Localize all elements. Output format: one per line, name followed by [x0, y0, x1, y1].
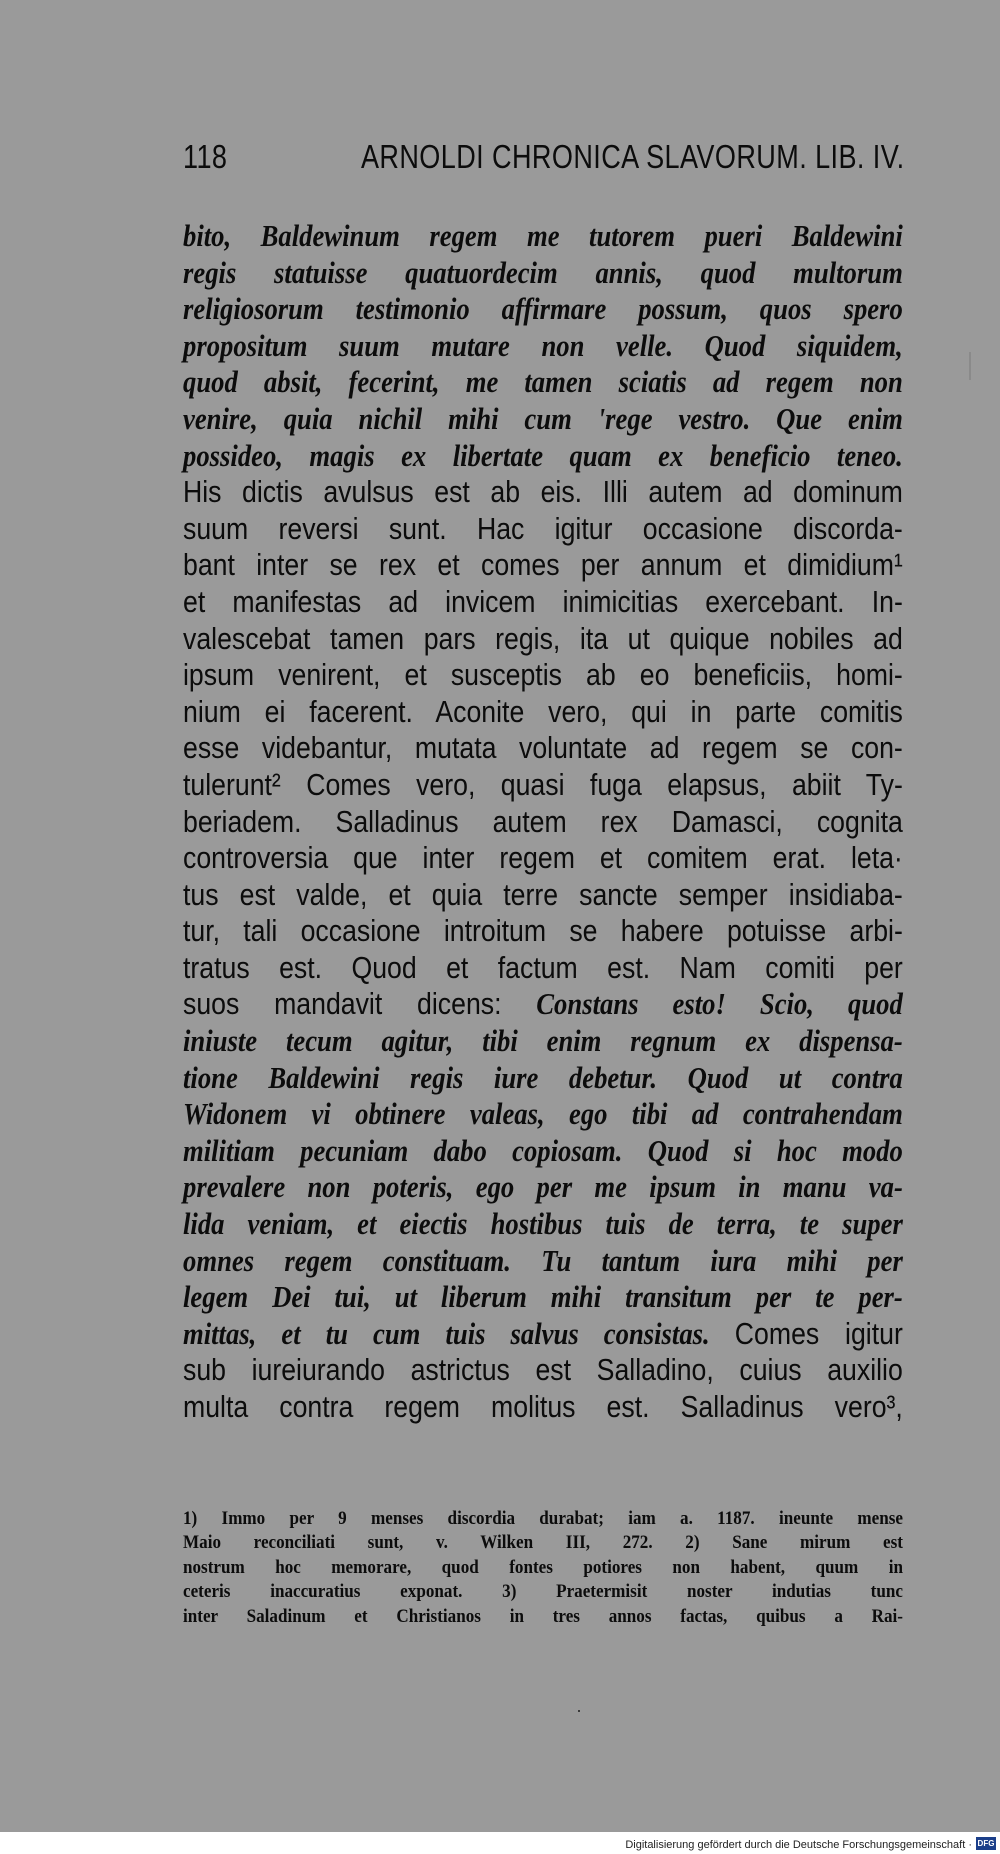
text-line-content: legem Dei tui, ut liberum mihi transitum per te per- — [183, 1279, 903, 1315]
text-line — [183, 1133, 903, 1170]
text-line — [183, 694, 903, 731]
text-line-content: nium ei facerent. Aconite vero, qui in parte comitis — [183, 693, 903, 729]
footnote-line — [183, 1556, 903, 1580]
text-line — [183, 1243, 903, 1280]
text-line — [183, 1169, 903, 1206]
footer-band — [0, 1832, 1000, 1854]
italic-span: Constans esto! Scio, quod — [536, 986, 903, 1022]
footnote-line — [183, 1605, 903, 1629]
text-line — [183, 840, 903, 877]
italic-span: mittas, et tu cum tuis salvus consistas. — [183, 1315, 735, 1351]
text-line — [183, 986, 903, 1023]
text-line — [183, 291, 903, 328]
text-line-content: militiam pecuniam dabo copiosam. Quod si hoc modo — [183, 1132, 903, 1168]
scan-speck — [969, 352, 971, 380]
text-line — [183, 218, 903, 255]
text-line-content: bant inter se rex et comes per annum et dimidium¹ — [183, 547, 903, 583]
text-line — [183, 804, 903, 841]
text-line-content: quod absit, fecerint, me tamen sciatis ad regem non — [183, 364, 903, 400]
text-line-content: prevalere non poteris, ego per me ipsum in manu va- — [183, 1169, 903, 1205]
text-line-content: tur, tali occasione introitum se habere potuisse arbi- — [183, 913, 903, 949]
text-line-content: venire, quia nichil mihi cum 'rege vestro. Que enim — [183, 400, 903, 436]
text-line — [183, 950, 903, 987]
text-line — [183, 328, 903, 365]
text-line — [183, 1206, 903, 1243]
text-line-content: multa contra regem molitus est. Salladinus vero³, — [183, 1389, 903, 1424]
footnote-text: 1) Immo per 9 menses discordia durabat; iam a. 1187. ineunte mense — [183, 1508, 903, 1529]
roman-span: suos mandavit dicens: — [183, 986, 537, 1022]
text-line-content: lida veniam, et eiectis hostibus tuis de terra, te super — [183, 1206, 903, 1242]
text-line — [183, 511, 903, 548]
footnote-text: inter Saladinum et Christianos in tres annos factas, quibus a Rai- — [183, 1605, 903, 1627]
roman-span: Comes igitur — [734, 1315, 903, 1351]
text-line — [183, 621, 903, 658]
text-line-content: tulerunt² Comes vero, quasi fuga elapsus, abiit Ty- — [183, 766, 903, 802]
main-text-block — [183, 218, 903, 1426]
text-line — [183, 1096, 903, 1133]
text-line — [183, 730, 903, 767]
text-line-content: bito, Baldewinum regem me tutorem pueri Baldewini — [183, 218, 903, 253]
text-line-content: et manifestas ad invicem inimicitias exercebant. In- — [183, 583, 903, 619]
text-line-content: omnes regem constituam. Tu tantum iura mihi per — [183, 1242, 903, 1278]
footnotes-block — [183, 1507, 903, 1629]
scan-dot — [578, 1710, 580, 1712]
text-line-content: ipsum venirent, et susceptis ab eo beneficiis, homi- — [183, 657, 903, 693]
text-line — [183, 584, 903, 621]
text-line-content: tratus est. Quod et factum est. Nam comiti per — [183, 949, 903, 985]
text-line-content: suum reversi sunt. Hac igitur occasione discorda- — [183, 510, 903, 546]
text-line — [183, 474, 903, 511]
text-line — [183, 657, 903, 694]
text-line-content: propositum suum mutare non velle. Quod siquidem, — [183, 327, 903, 363]
text-line — [183, 1023, 903, 1060]
text-line — [183, 877, 903, 914]
text-line-content: sub iureiurando astrictus est Salladino, cuius auxilio — [183, 1352, 903, 1388]
text-line-content: esse videbantur, mutata voluntate ad regem se con- — [183, 730, 903, 766]
text-line-content: valescebat tamen pars regis, ita ut quique nobiles ad — [183, 620, 903, 656]
text-line — [183, 255, 903, 292]
text-line — [183, 1316, 903, 1353]
text-line — [183, 913, 903, 950]
text-line — [183, 401, 903, 438]
text-line — [183, 767, 903, 804]
text-line — [183, 1279, 903, 1316]
text-line-content: Widonem vi obtinere valeas, ego tibi ad contrahendam — [183, 1096, 903, 1132]
text-line — [183, 1389, 903, 1426]
running-title: ARNOLDI CHRONICA SLAVORUM. LIB. IV. — [360, 138, 905, 175]
text-line-content: controversia que inter regem et comitem erat. leta· — [183, 840, 903, 876]
text-line-content: His dictis avulsus est ab eis. Illi autem ad dominum — [183, 474, 903, 510]
text-line-content — [183, 1316, 903, 1353]
digitization-credit: Digitalisierung gefördert durch die Deutsche Forschungsgemeinschaft · — [625, 1839, 972, 1851]
text-line-content: beriadem. Salladinus autem rex Damasci, cognita — [183, 803, 903, 839]
text-line-content: iniuste tecum agitur, tibi enim regnum ex dispensa- — [183, 1023, 903, 1059]
text-line-content — [183, 986, 903, 1023]
footnote-text: Maio reconciliati sunt, v. Wilken III, 272. 2) Sane mirum est — [183, 1532, 903, 1554]
footnote-line — [183, 1580, 903, 1604]
text-line — [183, 364, 903, 401]
text-line-content: possideo, magis ex libertate quam ex beneficio teneo. — [183, 437, 903, 473]
footnote-text: ceteris inaccuratius exponat. 3) Praetermisit noster indutias tunc — [183, 1581, 903, 1603]
text-line-content: regis statuisse quatuordecim annis, quod multorum — [183, 254, 903, 290]
running-header — [183, 138, 905, 188]
text-line-content: tus est valde, et quia terre sancte semper insidiaba- — [183, 876, 903, 912]
text-line — [183, 547, 903, 584]
text-line — [183, 1352, 903, 1389]
text-line-content: tione Baldewini regis iure debetur. Quod ut contra — [183, 1059, 903, 1095]
footnote-line — [183, 1531, 903, 1555]
text-line — [183, 1060, 903, 1097]
text-line-content: religiosorum testimonio affirmare possum, quos spero — [183, 291, 903, 327]
footnote-line — [183, 1507, 903, 1531]
dfg-logo-icon: DFG — [977, 1839, 995, 1848]
footnote-text: nostrum hoc memorare, quod fontes potiores non habent, quum in — [183, 1556, 903, 1578]
page-number: 118 — [183, 138, 228, 175]
text-line — [183, 438, 903, 475]
